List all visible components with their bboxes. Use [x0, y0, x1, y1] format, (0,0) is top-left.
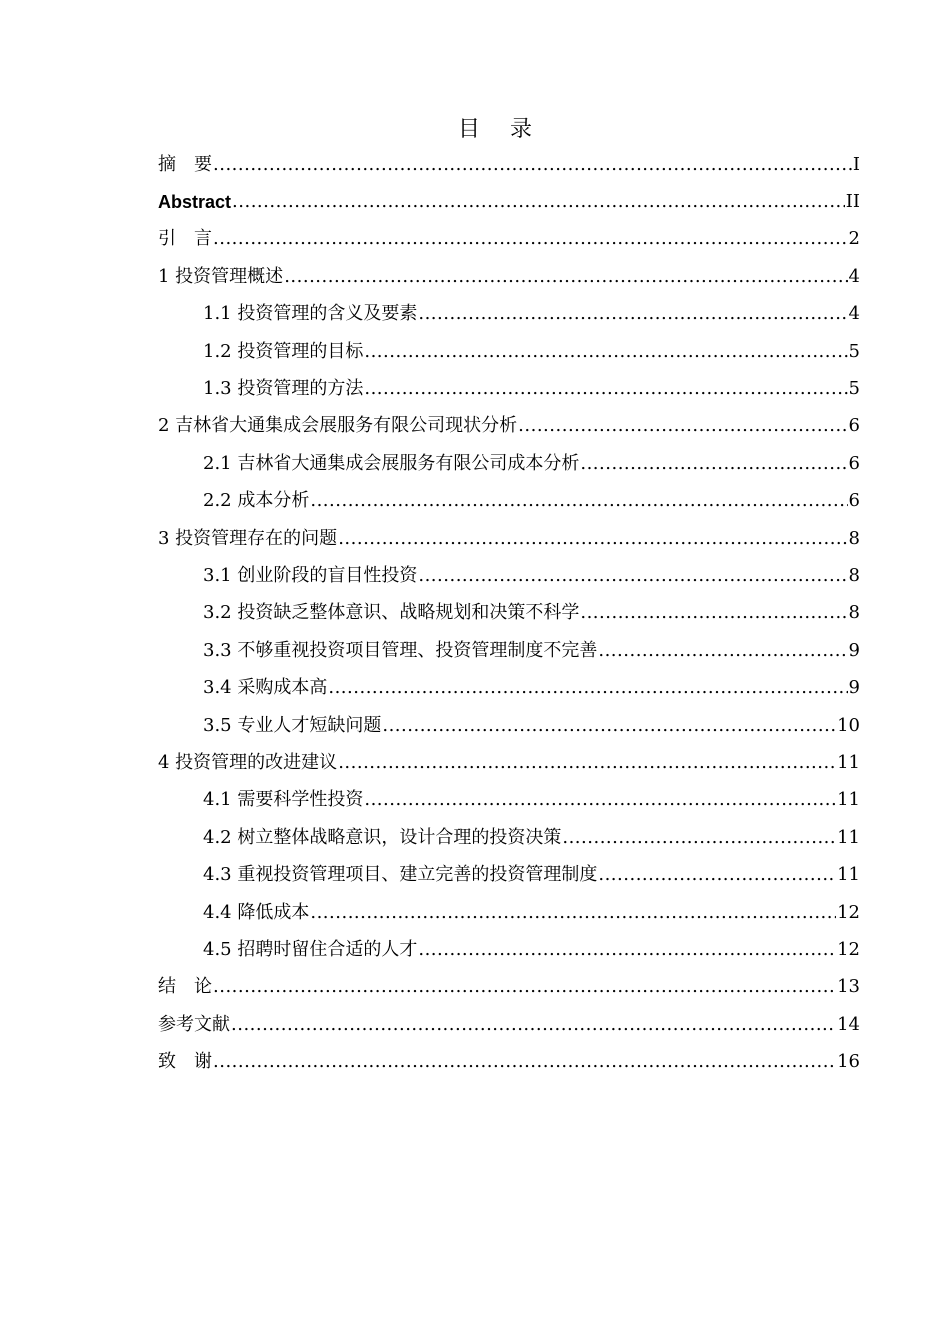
toc-entry[interactable] — [158, 183, 860, 220]
toc-entry-label: 4.1 需要科学性投资 — [203, 789, 364, 811]
toc-entry[interactable] — [158, 744, 860, 781]
toc-entry[interactable] — [158, 146, 860, 183]
toc-dot-leader — [364, 343, 847, 361]
toc-page-number: 4 — [848, 303, 860, 325]
toc-entry[interactable] — [158, 894, 860, 931]
toc-entry-label: 4.5 招聘时留住合适的人才 — [203, 938, 418, 960]
toc-page-number: 9 — [848, 677, 860, 699]
toc-entry-label: 1.1 投资管理的含义及要素 — [203, 303, 418, 325]
toc-entry[interactable] — [158, 856, 860, 893]
toc-entry-label: 1.3 投资管理的方法 — [203, 378, 364, 400]
toc-page-number: 16 — [837, 1051, 860, 1073]
toc-page-number: 4 — [848, 265, 860, 287]
toc-entry-label: 3.1 创业阶段的盲目性投资 — [203, 564, 418, 586]
toc-entry-label: 参考文献 — [158, 1013, 230, 1035]
toc-page-number: 5 — [848, 340, 860, 362]
toc-dot-leader — [310, 904, 836, 922]
toc-entry[interactable] — [158, 370, 860, 407]
toc-dot-leader — [213, 978, 836, 996]
toc-page-number: 11 — [837, 751, 860, 773]
toc-entry[interactable] — [158, 408, 860, 445]
toc-page-number: 11 — [837, 826, 860, 848]
toc-entry-label: 结 论 — [158, 976, 212, 998]
toc-entry[interactable] — [158, 557, 860, 594]
toc-dot-leader — [580, 455, 847, 473]
toc-dot-leader — [598, 642, 847, 660]
toc-page-number: 12 — [837, 938, 860, 960]
toc-title — [0, 112, 950, 143]
toc-dot-leader — [598, 866, 836, 884]
toc-dot-leader — [338, 754, 836, 772]
toc-entry-label: 3 投资管理存在的问题 — [158, 527, 338, 549]
toc-dot-leader — [328, 679, 847, 697]
toc-dot-leader — [338, 530, 847, 548]
toc-entry-label: 4.3 重视投资管理项目、建立完善的投资管理制度 — [203, 864, 598, 886]
toc-page-number: 8 — [848, 527, 860, 549]
toc-entry[interactable] — [158, 1006, 860, 1043]
toc-page-number: 11 — [837, 789, 860, 811]
toc-entry-label: 3.4 采购成本高 — [203, 677, 328, 699]
toc-entry-label: 引 言 — [158, 228, 212, 250]
toc-dot-leader — [580, 604, 847, 622]
toc-dot-leader — [213, 156, 852, 174]
toc-entry-label: 4.4 降低成本 — [203, 901, 310, 923]
toc-page-number: 2 — [848, 228, 860, 250]
toc-entry[interactable] — [158, 782, 860, 819]
toc-entry-label: Abstract — [158, 192, 232, 213]
toc-dot-leader — [418, 941, 836, 959]
toc-entry-label: 1 投资管理概述 — [158, 265, 284, 287]
toc-entry-label: 4.2 树立整体战略意识，设计合理的投资决策 — [203, 826, 562, 848]
toc-dot-leader — [232, 193, 845, 211]
toc-dot-leader — [518, 417, 847, 435]
toc-dot-leader — [213, 230, 848, 248]
toc-entry[interactable] — [158, 707, 860, 744]
toc-page-number: 8 — [848, 564, 860, 586]
toc-page-number: 13 — [837, 976, 860, 998]
toc-entry[interactable] — [158, 296, 860, 333]
toc-dot-leader — [418, 305, 847, 323]
toc-entry[interactable] — [158, 969, 860, 1006]
toc-entry-label: 3.5 专业人才短缺问题 — [203, 714, 382, 736]
toc-entry-label: 2 吉林省大通集成会展服务有限公司现状分析 — [158, 415, 518, 437]
toc-page-number: 12 — [837, 901, 860, 923]
toc-dot-leader — [364, 791, 836, 809]
toc-page-number: II — [845, 191, 860, 213]
toc-page-number: 6 — [848, 490, 860, 512]
toc-entry-label: 4 投资管理的改进建议 — [158, 751, 338, 773]
toc-page-number: 6 — [848, 415, 860, 437]
toc-page-number: 9 — [848, 639, 860, 661]
toc-entry[interactable] — [158, 632, 860, 669]
toc-entry[interactable] — [158, 333, 860, 370]
toc-entry[interactable] — [158, 1043, 860, 1080]
toc-entry[interactable] — [158, 595, 860, 632]
toc-dot-leader — [418, 567, 847, 585]
toc-entry[interactable] — [158, 819, 860, 856]
toc-title-right: 录 — [510, 117, 533, 142]
toc-entry-label: 2.2 成本分析 — [203, 490, 310, 512]
toc-page-number: 11 — [837, 864, 860, 886]
toc-page-number: I — [852, 153, 860, 175]
toc-dot-leader — [382, 717, 836, 735]
toc-page-number: 6 — [848, 452, 860, 474]
toc-dot-leader — [231, 1016, 836, 1034]
toc-entry[interactable] — [158, 483, 860, 520]
toc-entry-label: 3.2 投资缺乏整体意识、战略规划和决策不科学 — [203, 602, 580, 624]
toc-dot-leader — [364, 380, 847, 398]
toc-entry-label: 1.2 投资管理的目标 — [203, 340, 364, 362]
toc-title-left: 目 — [457, 117, 480, 142]
toc-dot-leader — [310, 492, 847, 510]
toc-entry-label: 摘 要 — [158, 153, 212, 175]
toc-page-number: 8 — [848, 602, 860, 624]
toc-entry-label: 2.1 吉林省大通集成会展服务有限公司成本分析 — [203, 452, 580, 474]
toc-entry-label: 3.3 不够重视投资项目管理、投资管理制度不完善 — [203, 639, 598, 661]
toc-dot-leader — [213, 1053, 836, 1071]
table-of-contents — [158, 146, 860, 1081]
toc-entry[interactable] — [158, 669, 860, 706]
toc-entry[interactable] — [158, 221, 860, 258]
toc-entry-label: 致 谢 — [158, 1051, 212, 1073]
toc-dot-leader — [284, 268, 847, 286]
toc-dot-leader — [562, 829, 836, 847]
toc-page-number: 10 — [837, 714, 860, 736]
toc-entry[interactable] — [158, 931, 860, 968]
toc-entry[interactable] — [158, 258, 860, 295]
toc-page-number: 14 — [837, 1013, 860, 1035]
toc-entry[interactable] — [158, 445, 860, 482]
toc-entry[interactable] — [158, 520, 860, 557]
toc-page-number: 5 — [848, 378, 860, 400]
